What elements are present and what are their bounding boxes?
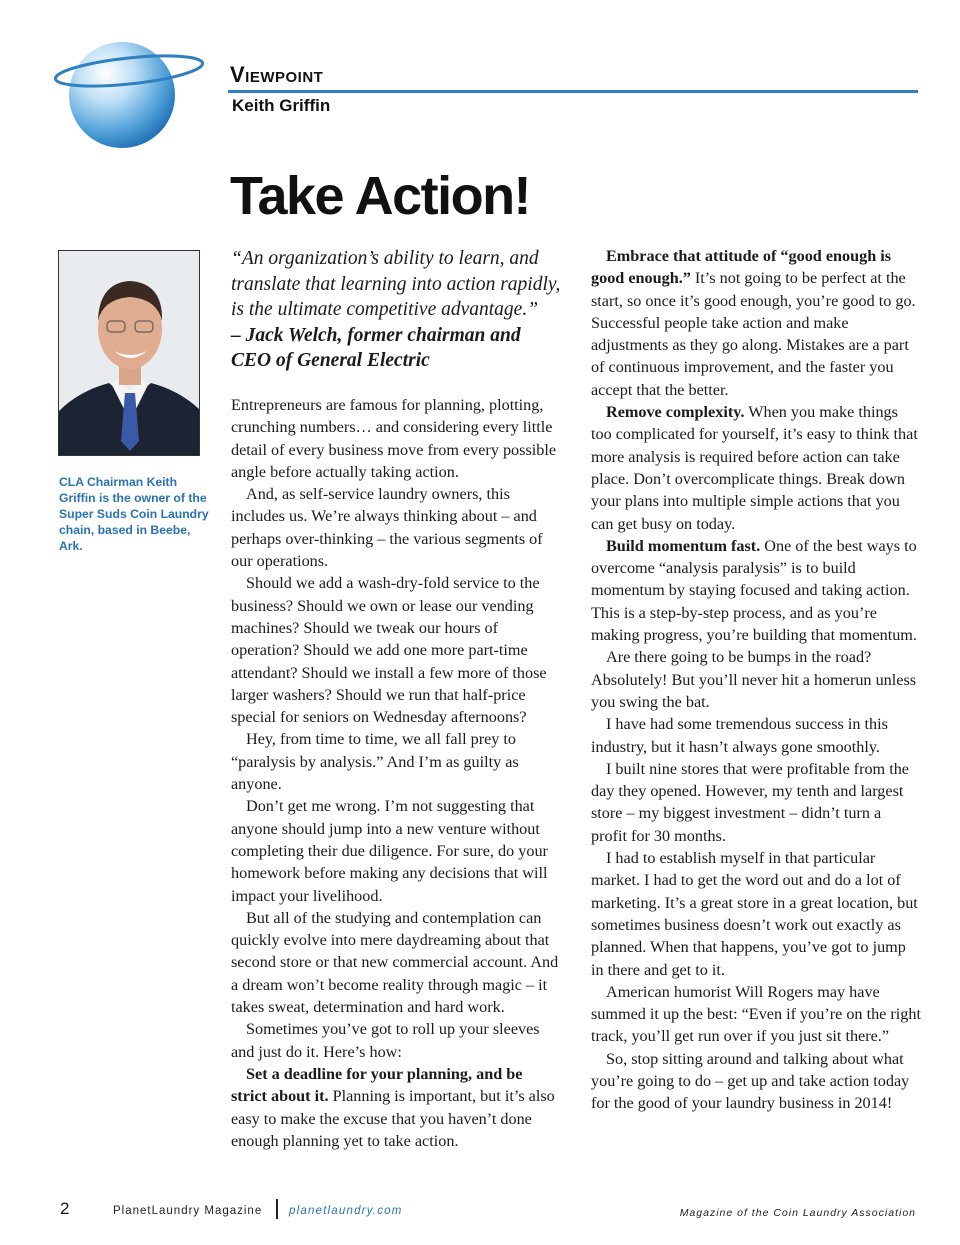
- section-title: Viewpoint: [230, 62, 324, 87]
- footer-association: Magazine of the Coin Laundry Association: [679, 1207, 916, 1219]
- page-number: 2: [60, 1199, 70, 1218]
- paragraph: I built nine stores that were profitable from the day they opened. However, my tenth and largest store – my biggest investment – didn’t turn a profit for 30 months.: [591, 759, 909, 845]
- article-headline: Take Action!: [230, 166, 531, 226]
- paragraph: Sometimes you’ve got to roll up your sleeves and just do it. Here’s how:: [231, 1020, 540, 1061]
- tip-heading: Embrace that attitude of “good enough is good enough.”: [591, 247, 892, 288]
- paragraph: So, stop sitting around and talking about what you’re going to do – get up and take action today for the good of your laundry business in 2014!: [591, 1049, 910, 1113]
- tip-text: It’s not going to be perfect at the start, so once it’s good enough, you’re good to go. Successful people take action and make adjustments as they go along. Mistakes are a part of continuous improvement, and the faster you accept that the better.: [591, 269, 916, 399]
- tip-paragraph: [231, 1063, 561, 1152]
- paragraph: Entrepreneurs are famous for planning, plotting, crunching numbers… and considering every little detail of every business move from every possible angle before actually taking action.: [231, 396, 557, 481]
- tip-text: Planning is important, but it’s also easy to make the excuse that you haven’t done enough planning yet to take action.: [231, 1087, 555, 1150]
- tip-heading: Set a deadline for your planning, and be strict about it.: [231, 1064, 523, 1106]
- footer-url-link[interactable]: planetlaundry.com: [289, 1205, 403, 1217]
- paragraph: I had to establish myself in that particular market. I had to get the word out and do a lot of marketing. It’s a great store in a great location, but sometimes business doesn’t work out exactly as planned. When that happens, you’ve got to jump in there and get to it.: [591, 849, 918, 979]
- paragraph: American humorist Will Rogers may have summed it up the best: “Even if you’re on the right track, you’ll get run over if you just sit there.”: [591, 982, 921, 1046]
- tip-paragraph: [591, 401, 921, 535]
- paragraph: And, as self-service laundry owners, this includes us. We’re always thinking about – and perhaps over-thinking – the various segments of our operations.: [231, 485, 543, 571]
- tip-text: When you make things too complicated for yourself, it’s easy to think that more analysis is required before action can take place. Don’t overcomplicate things. Break down your plans into multiple simple actions that you can get busy on today.: [591, 403, 918, 533]
- globe-icon: [54, 33, 204, 151]
- section-rule: [228, 90, 918, 93]
- paragraph: But all of the studying and contemplation can quickly evolve into mere daydreaming about that second store or that new commercial account. And a dream won’t become reality through magic – it takes sweat, determination and hard work.: [231, 908, 559, 1017]
- footer-magazine-name: PlanetLaundry Magazine: [113, 1205, 263, 1217]
- photo-caption: CLA Chairman Keith Griffin is the owner of the Super Suds Coin Laundry chain, based in Beebe, Ark.: [59, 475, 209, 553]
- tip-heading: Remove complexity.: [606, 403, 745, 422]
- paragraph: Hey, from time to time, we all fall prey to “paralysis by analysis.” And I’m as guilty as anyone.: [231, 730, 519, 794]
- author-portrait: [58, 250, 200, 456]
- paragraph: Don’t get me wrong. I’m not suggesting that anyone should jump into a new venture without completing their due diligence. For sure, do your homework before making any decisions that will impact your livelihood.: [231, 797, 548, 905]
- quote-attribution: – Jack Welch, former chairman and CEO of General Electric: [231, 324, 521, 371]
- quote-text: “An organization’s ability to learn, and translate that learning into action rapidly, is the ultimate competitive advantage.”: [231, 248, 561, 320]
- paragraph: Are there going to be bumps in the road? Absolutely! But you’ll never hit a homerun unless you swing the bat.: [591, 648, 917, 711]
- tip-paragraph: [591, 535, 921, 646]
- article-column-left: [231, 394, 561, 1152]
- tip-heading: Build momentum fast.: [606, 536, 761, 555]
- author-name: Keith Griffin: [232, 96, 331, 115]
- paragraph: Should we add a wash-dry-fold service to the business? Should we own or lease our vending machines? Should we tweak our hours of operation? Should we add one more part-time attendant? Should we install a few more of those larger washers? Should we run that half-price special for seniors on Wednesday afternoons?: [231, 574, 547, 727]
- tip-paragraph: [591, 245, 921, 401]
- tip-text: One of the best ways to overcome “analysis paralysis” is to build momentum by staying focused and taking action. This is a step-by-step process, and as you’re making progress, you’re building that momentum.: [591, 536, 917, 645]
- footer-divider: [276, 1199, 278, 1219]
- article-column-right: [591, 245, 921, 1115]
- pull-quote: [231, 246, 561, 374]
- paragraph: I have had some tremendous success in this industry, but it hasn’t always gone smoothly.: [591, 715, 888, 756]
